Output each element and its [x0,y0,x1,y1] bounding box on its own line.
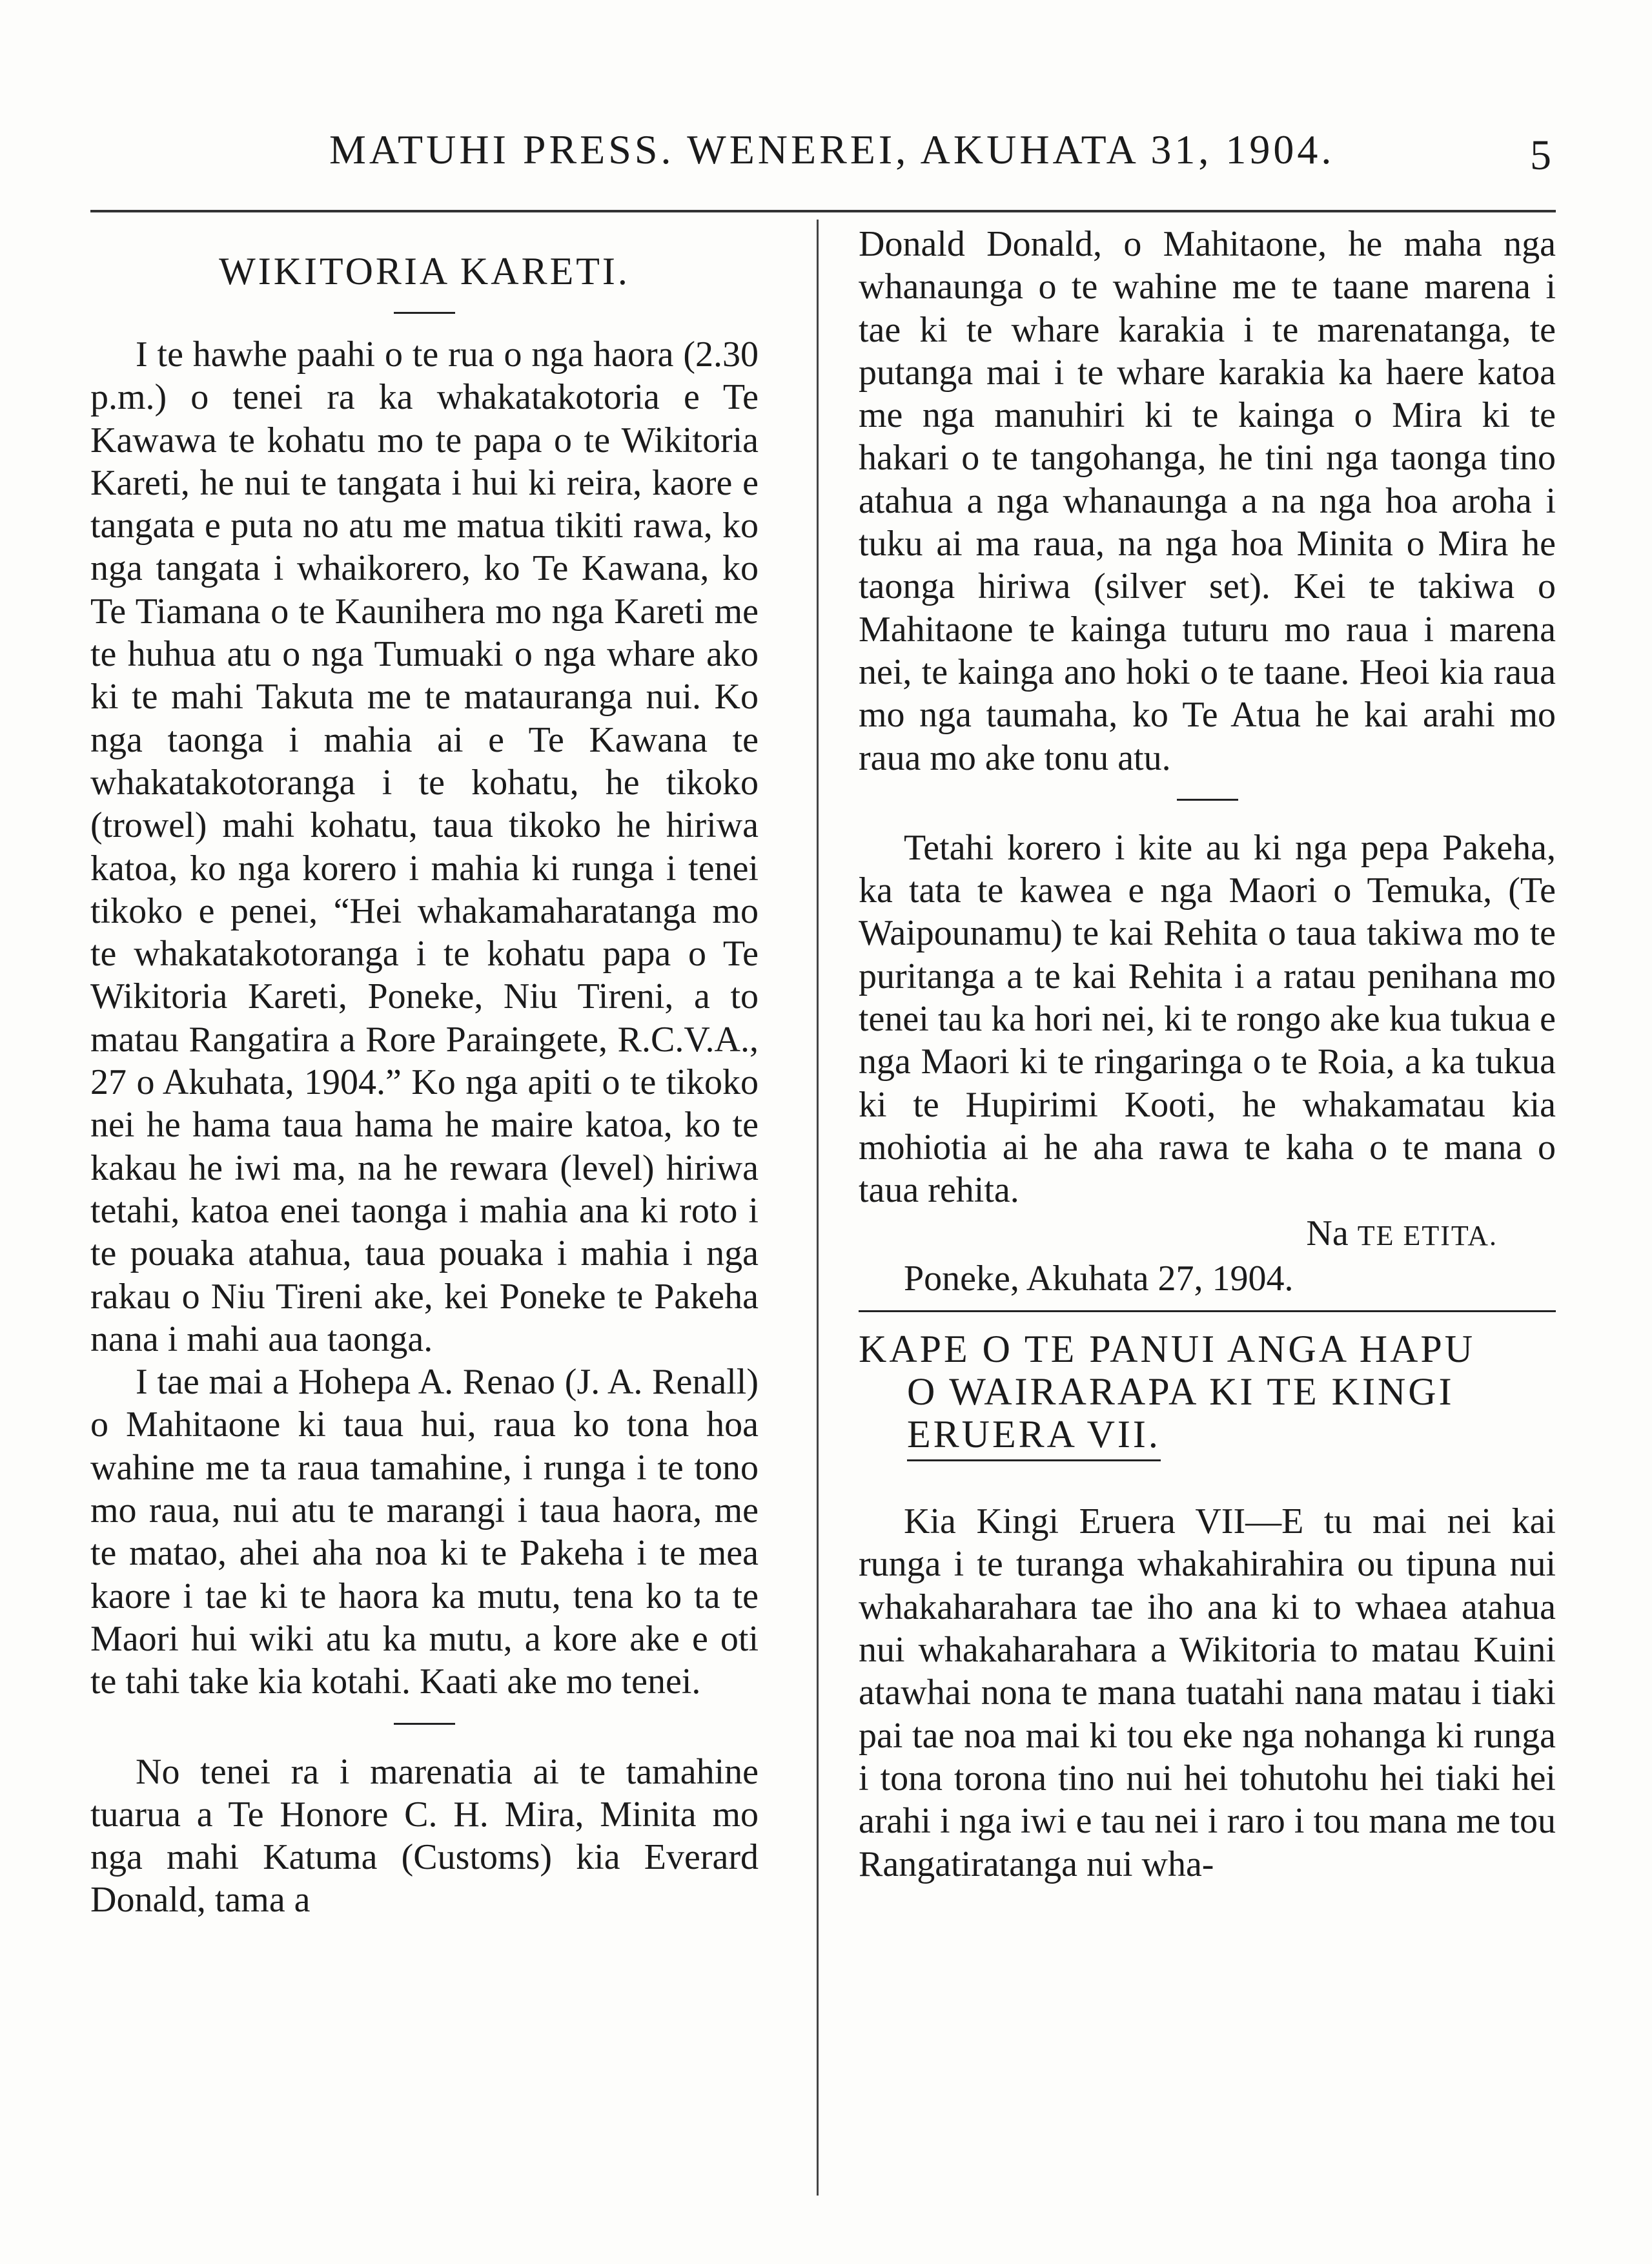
short-rule [1177,799,1238,801]
heading-line: KAPE O TE PANUI ANGA HAPU [859,1328,1476,1371]
signature-name: TE ETITA. [1357,1219,1498,1251]
page-header [0,126,1652,197]
spacer [859,1461,1556,1500]
running-title: MATUHI PRESS. WENEREI, AKUHATA 31, 1904. [329,127,1335,172]
short-rule [394,312,455,314]
column-divider [817,220,819,2196]
article-paragraph: Kia Kingi Eruera VII—E tu mai nei kai runga i te turanga whakahirahira ou tipuna nui whakaharahara tae iho ana ki to whaea atahua nui whakaharahara a Wikitoria to matau Kuini atawhai nona te mana tuatahi nana matau i tiaki pai tae noa mai ki tou eke nga nohanga ki runga i tona torona tino nui hei tohutohu hei tiaki hei arahi i nga iwi e tau nei i raro i tou mana me tou Rangatiratanga nui wha- [859,1501,1556,1884]
article-paragraph: I te hawhe paahi o te rua o nga haora (2.30 p.m.) o tenei ra ka whakatakotoria e Te Kawawa te kohatu mo te papa o te Wikitoria Kareti, he nui te tangata i hui ki reira, kaore e tangata e puta no atu me matua tikiti rawa, ko nga tangata i whaikorero, ko Te Kawana, ko Te Tiamana o te Kaunihera mo nga Kareti me te huhua atu o nga Tumuaki o nga whare ako ki te mahi Takuta me te matauranga nui. Ko nga taonga i mahia ai e Te Kawana te whakatakotoranga i te kohatu, he tikoko (trowel) mahi kohatu, taua tikoko he hiriwa katoa, ko nga korero i mahia ki runga i tenei tikoko e penei, “Hei whakamaharatanga mo te whakatakotoranga i te kohatu papa o Te Wikitoria Kareti, Poneke, Niu Tireni, a to matau Rangatira a Rore Paraingete, R.C.V.A., 27 o Akuhata, 1904.” Ko nga apiti o te tikoko nei he hama taua hama he maire katoa, ko te kakau he iwi ma, na he rewara (level) hiriwa tetahi, katoa enei taonga i mahia ana ki roto i te pouaka atahua, taua pouaka i mahia i nga rakau o Niu Tireni ake, kei Poneke te Pakeha nana i mahi aua taonga. [90,334,759,1359]
heading-line: O WAIRARAPA KI TE KINGI [907,1370,1454,1414]
place-date: Poneke, Akuhata 27, 1904. [904,1258,1294,1299]
heading-line: ERUERA VII. [907,1413,1161,1461]
article-heading-kape-o-te-panui [859,1328,1556,1461]
article-paragraph: No tenei ra i marenatia ai te tamahine tuarua a Te Honore C. H. Mira, Minita mo nga mahi Katuma (Customs) kia Everard Donald, tama a [90,1751,759,1920]
article-paragraph: I tae mai a Hohepa A. Renao (J. A. Renall) o Mahitaone ki taua hui, raua ko tona hoa wahine me ta raua tamahine, i runga i te tono mo raua, nui atu te marangi i taua haora, me te matao, ahei aha noa ki te Pakeha i te mea kaore i tae ki te haora ka mutu, tena ko ta te Maori hui wiki atu ka mutu, a kore ake e oti te tahi take kia kotahi. Kaati ake mo tenei. [90,1362,759,1702]
article-paragraph: Donald Donald, o Mahitaone, he maha nga whanaunga o te wahine me te taane marena i tae ki te whare karakia i te marenatanga, te putanga mai i te whare karakia ka haere katoa me nga manuhiri ki te kainga o Mira ki te hakari o te tangohanga, he tini nga taonga tino atahua a nga whanaunga a na nga hoa aroha i tuku ai ma raua, na nga hoa Minita o Mira he taonga hiriwa (silver set). Kei te takiwa o Mahitaone te kainga tuturu mo raua i marena nei, te kainga ano hoki o te taane. Heoi kia raua mo nga taumaha, ko Te Atua he kai arahi mo raua mo ake tonu atu. [859,224,1556,778]
editor-signature [859,1212,1556,1257]
page-number: 5 [1530,132,1551,179]
header-rule [90,210,1556,212]
short-rule [394,1723,455,1725]
article-heading-wikitoria-kareti: WIKITORIA KARETI. [219,250,630,293]
signature-prefix: Na [1306,1213,1349,1253]
left-column [90,223,759,1922]
section-rule [859,1310,1556,1312]
right-column [859,223,1556,1886]
article-paragraph: Tetahi korero i kite au ki nga pepa Pakeha, ka tata te kawea e nga Maori o Temuka, (Te Waipounamu) te kai Rehita o taua takiwa mo te puritanga a te kai Rehita i a ratau penihana mo tenei tau ka hori nei, ki te rongo ake kua tukua e nga Maori ki te ringaringa o te Roia, a ka tukua ki te Hupirimi Kooti, he whakamatau kia mohiotia ai he aha rawa te kaha o te mana o taua rehita. [859,827,1556,1211]
